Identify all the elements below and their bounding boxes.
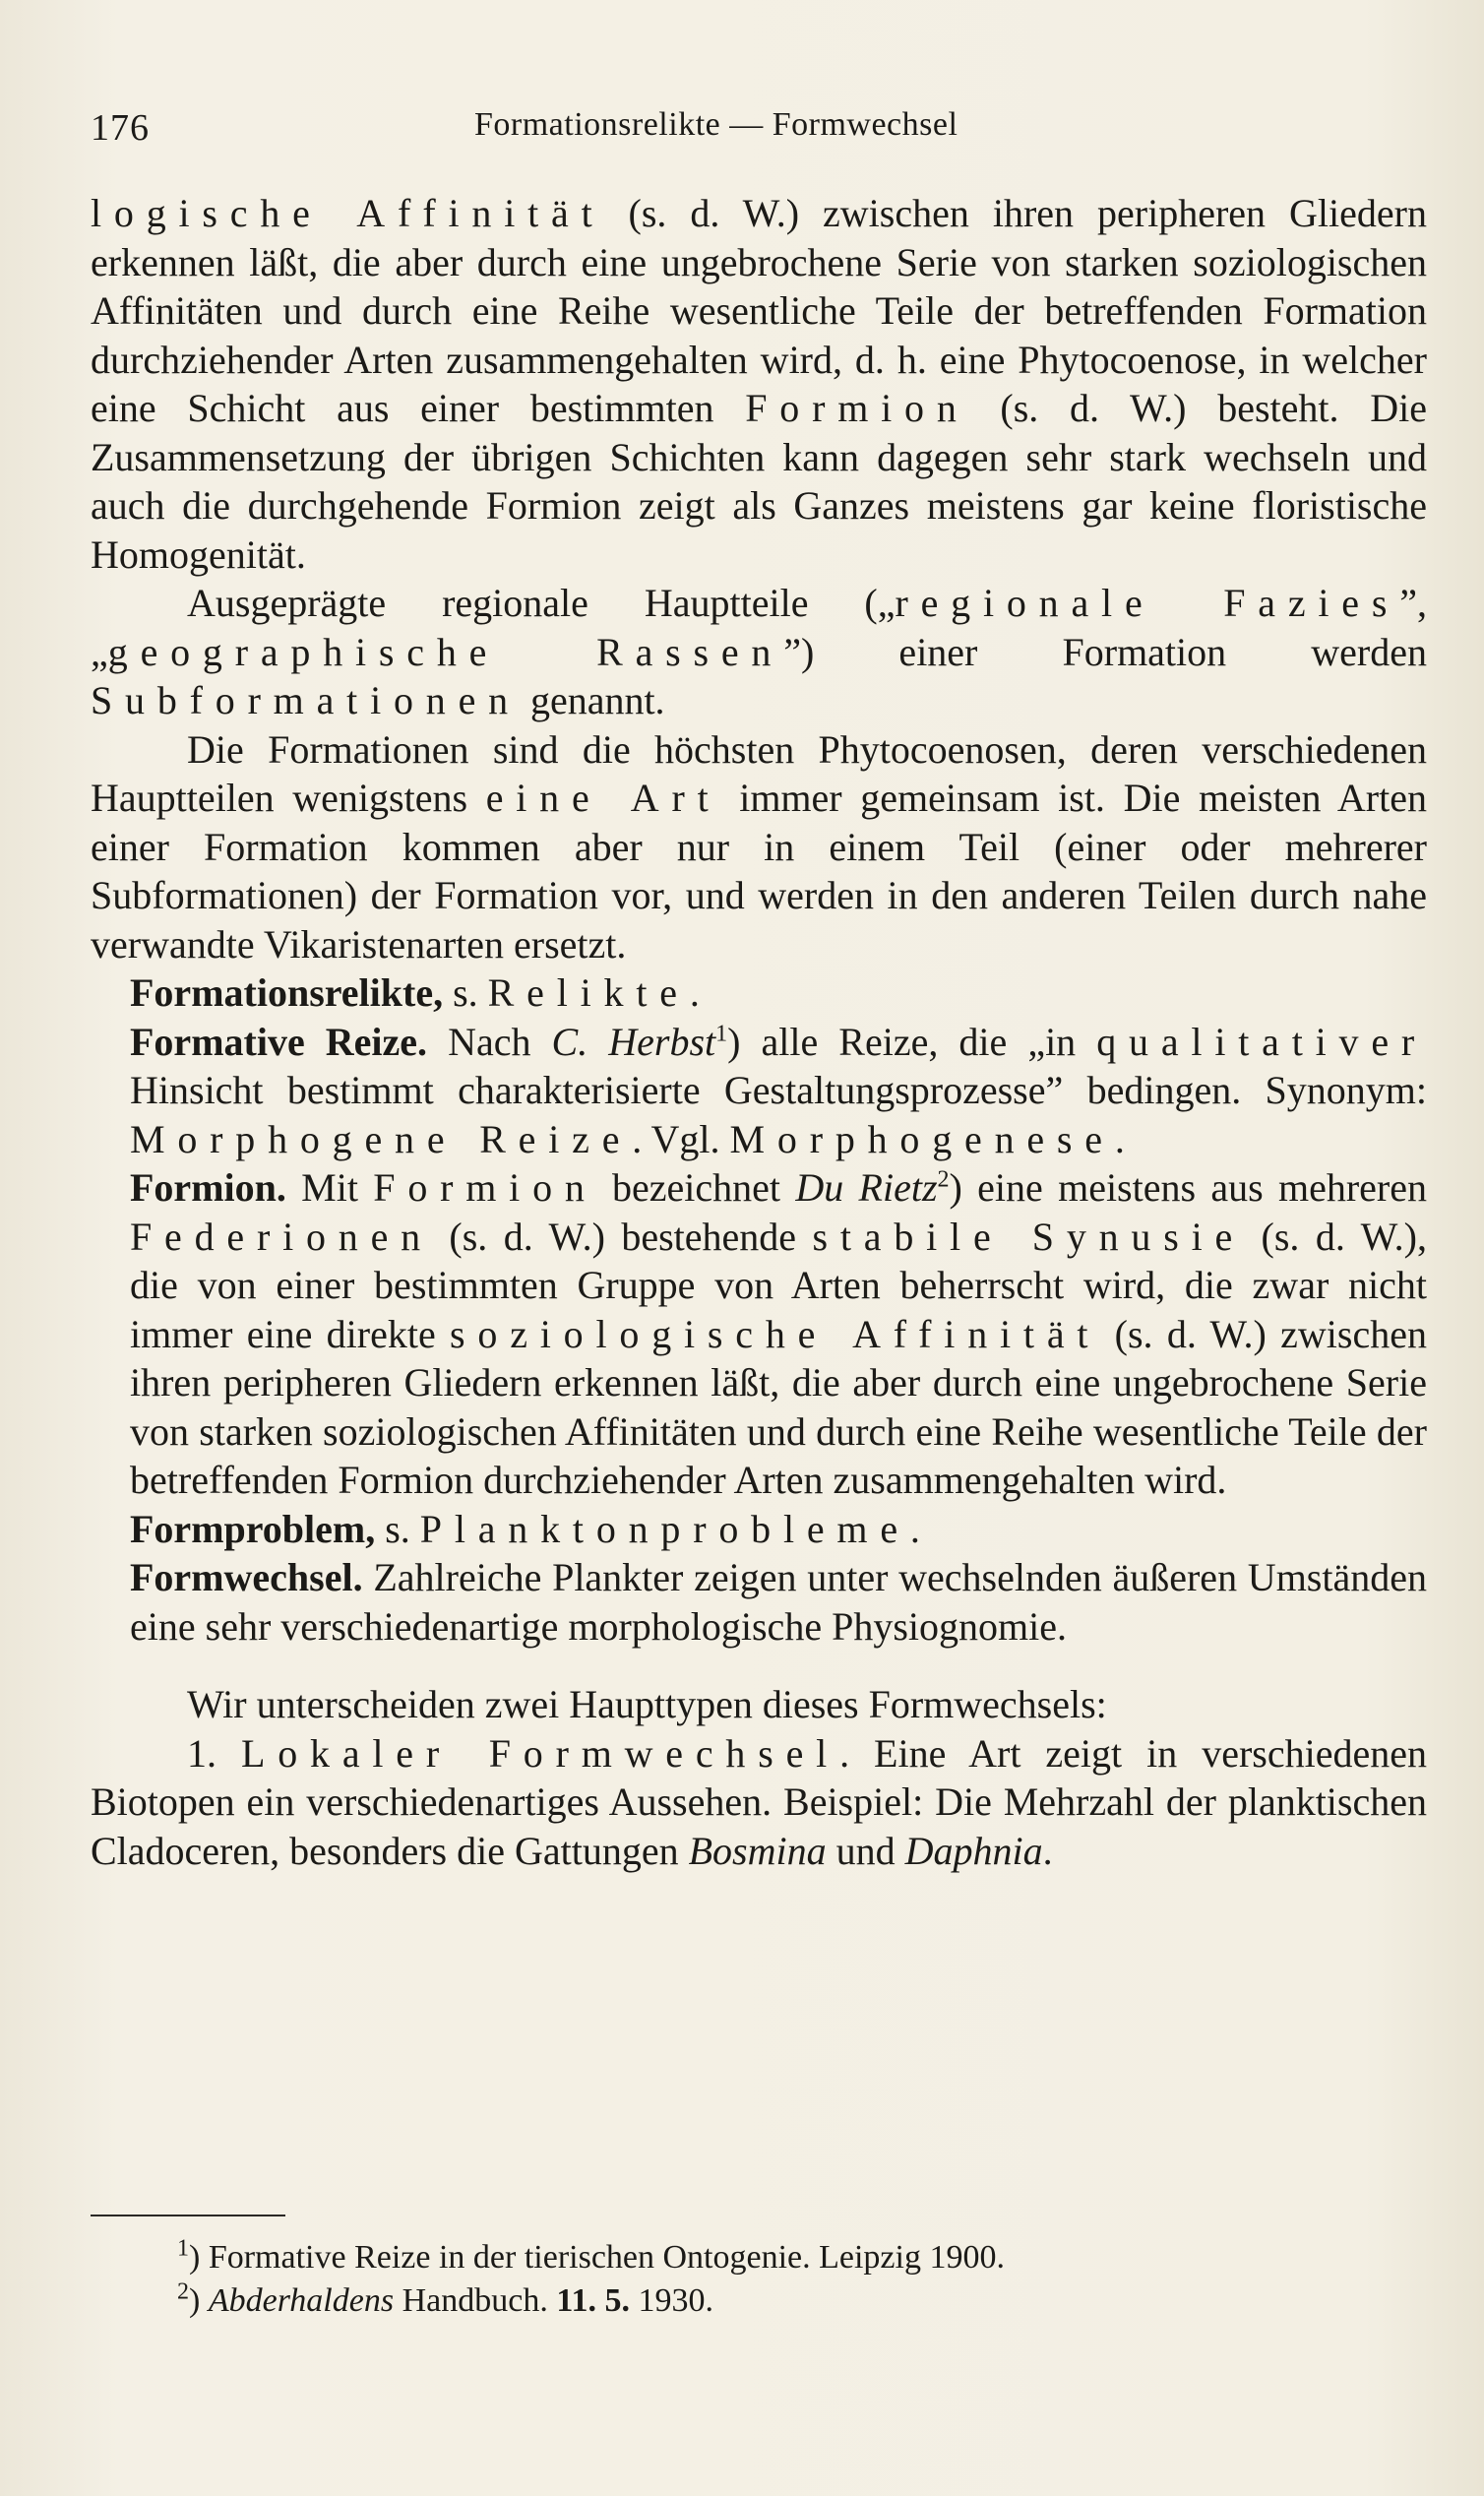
genus-name: Bosmina bbox=[688, 1828, 827, 1873]
paragraph-subformations: Ausgeprägte regionale Hauptteile („regionale Fazies”, „geographische Rassen”) einer Formation werden Subformationen genannt. bbox=[91, 581, 1427, 722]
paragraph-formations: Die Formationen sind die höchsten Phytocoenosen, deren verschiedenen Hauptteilen wenigstens eine Art immer gemeinsam ist. Die meisten Arten einer Formation kommen aber nur in einem Teil (einer oder mehrerer Subformationen) der Formation vor, und werden in den anderen Teilen durch nahe verwandte Vikaristenarten ersetzt. bbox=[91, 726, 1427, 967]
entry-heading: Formative Reize. bbox=[130, 1019, 428, 1064]
footnote-mark: 2 bbox=[177, 2278, 189, 2305]
entry-formproblem: Formproblem, s. Planktonprobleme. bbox=[130, 1506, 920, 1551]
footnote-2: $^2$) Abderhaldens Handbuch. 11. 5. 1930. bbox=[177, 2278, 713, 2319]
entry-formationsrelikte: Formationsrelikte, s. Relikte. bbox=[130, 970, 700, 1015]
page-number: 176 bbox=[91, 107, 150, 149]
footnote-ref: 2 bbox=[937, 1166, 950, 1193]
entry-formative-reize: Formative Reize. Nach C. Herbst$^1$) alle Reize, die „in qualitativer Hinsicht bestimmt charakterisierte Gestaltungsprozesse” bedingen. Synonym: Morphogene Reize. Vgl. Morphogenese. bbox=[130, 1019, 1427, 1161]
entry-formion: Formion. Mit Formion bezeichnet Du Rietz$^2$) eine meistens aus mehreren Federionen (s. d. W.) bestehende stabile Synusie (s. d. W.), die von einer bestimmten Gruppe von Arten beherrscht wird, die zwar nicht immer eine direkte soziologische Affinität (s. d. W.) zwischen ihren peripheren Gliedern erkennen läßt, die aber durch eine ungebrochene Serie von starken soziologischen Affinitäten und durch eine Reihe wesentliche Teile der betreffenden Formion durchziehender Arten zusammengehalten wird. bbox=[130, 1165, 1428, 1502]
entry-heading: Formion. bbox=[130, 1165, 286, 1210]
footnote-mark: 1 bbox=[177, 2235, 189, 2262]
author-name: Du Rietz bbox=[795, 1165, 938, 1210]
author-name: C. Herbst bbox=[551, 1019, 716, 1064]
footnote-divider bbox=[91, 2215, 285, 2216]
entry-formwechsel: Formwechsel. Zahlreiche Plankter zeigen unter wechselnden äußeren Umständen eine sehr verschiedenartige morphologische Physiognomie. bbox=[130, 1555, 1427, 1649]
paragraph-lokaler-formwechsel: 1. Lokaler Formwechsel. Eine Art zeigt in verschiedenen Biotopen ein verschiedenartiges Aussehen. Beispiel: Die Mehrzahl der planktischen Cladoceren, besonders die Gattungen Bosmina und Daphnia. bbox=[91, 1730, 1428, 1873]
footnote-ref: 1 bbox=[715, 1021, 728, 1047]
paragraph-haupttypen: Wir unterscheiden zwei Haupttypen dieses Formwechsels: bbox=[187, 1682, 1107, 1726]
page-header bbox=[91, 106, 1429, 165]
entry-heading: Formproblem, bbox=[130, 1506, 376, 1551]
genus-name: Daphnia bbox=[904, 1828, 1043, 1873]
entry-heading: Formationsrelikte, bbox=[130, 970, 444, 1015]
entry-heading: Formwechsel. bbox=[130, 1555, 363, 1599]
main-text bbox=[91, 189, 1427, 1875]
footnotes bbox=[177, 2236, 1260, 2323]
paragraph-continuation: logische Affinität (s. d. W.) zwischen ihren peripheren Gliedern erkennen läßt, die aber durch eine ungebrochene Serie von starken soziologischen Affinitäten und durch eine Reihe wesentliche Teile der betreffenden Formation durchziehender Arten zusammengehalten wird, d. h. eine Phytocoenose, in welcher eine Schicht aus einer bestimmten Formion (s. d. W.) besteht. Die Zusammensetzung der übrigen Schichten kann dagegen sehr stark wechseln und auch die durchgehende Formion zeigt als Ganzes meistens gar keine floristische Homogenität. bbox=[91, 191, 1427, 577]
footnote-1: $^1$) Formative Reize in der tierischen Ontogenie. Leipzig 1900. bbox=[177, 2235, 1005, 2276]
author-name: Abderhaldens bbox=[208, 2282, 395, 2319]
running-title: Formationsrelikte — Formwechsel bbox=[474, 106, 958, 143]
